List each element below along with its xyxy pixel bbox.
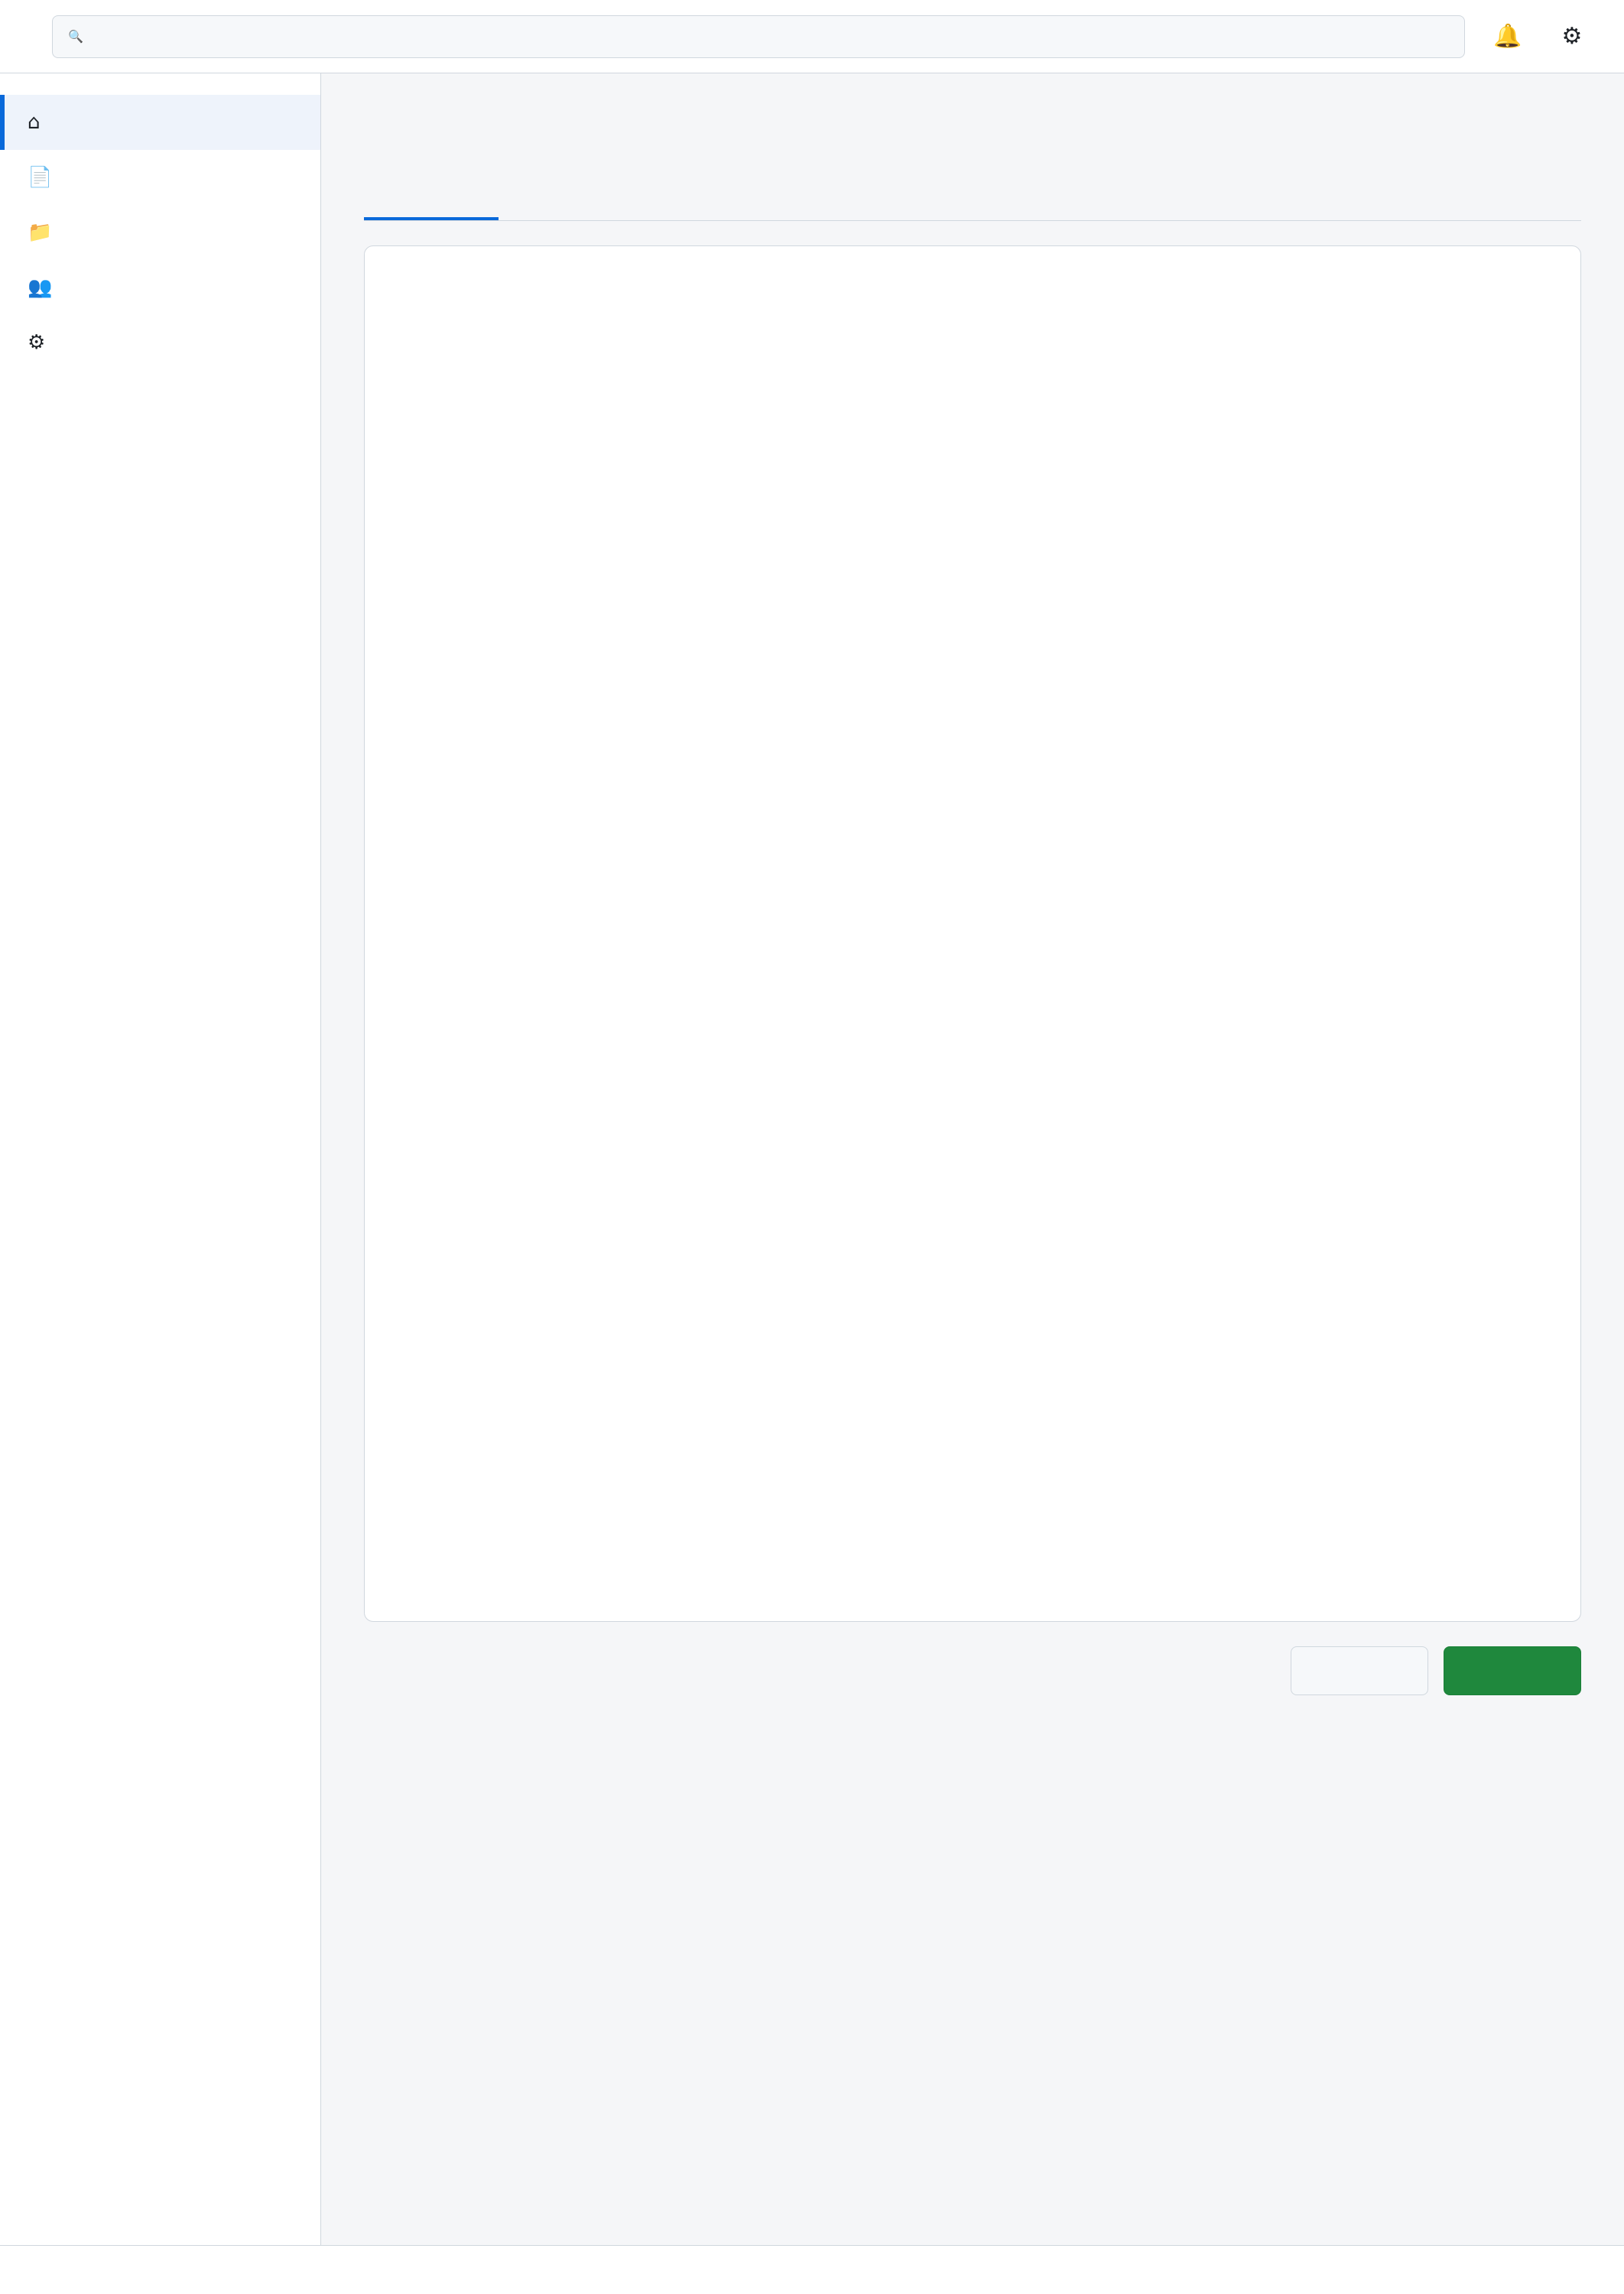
settings-icon: ⚙: [28, 331, 46, 354]
tab-1[interactable]: [364, 165, 499, 220]
content-row: [0, 73, 1624, 2245]
main-panel: [321, 73, 1624, 2245]
status-bar: [0, 2245, 1624, 2294]
search-box[interactable]: [52, 15, 1465, 58]
top-bar: [0, 0, 1624, 73]
sidebar-item-1[interactable]: [0, 95, 320, 150]
sidebar-item-5[interactable]: [0, 315, 320, 370]
content-card: [364, 245, 1581, 1622]
content-line: [389, 303, 1556, 335]
users-icon: 👥: [28, 276, 53, 299]
tab-bar: [364, 165, 1581, 221]
action-bar: [364, 1646, 1581, 1695]
sidebar-item-4[interactable]: [0, 260, 320, 315]
secondary-button[interactable]: [1291, 1646, 1428, 1695]
tab-2[interactable]: [505, 165, 639, 220]
content-line: [389, 271, 1556, 303]
page-title: [364, 104, 1581, 144]
gear-icon[interactable]: ⚙: [1561, 23, 1583, 50]
content-line: [389, 399, 1556, 431]
document-icon: 📄: [28, 166, 53, 189]
content-line: [389, 335, 1556, 367]
content-line: [389, 367, 1556, 399]
sidebar-item-3[interactable]: [0, 205, 320, 260]
search-input[interactable]: [94, 24, 1449, 49]
home-icon: ⌂: [28, 111, 41, 134]
primary-button[interactable]: [1444, 1646, 1581, 1695]
sidebar: [0, 73, 321, 2245]
folder-icon: 📁: [28, 221, 53, 244]
sidebar-item-2[interactable]: [0, 150, 320, 205]
notifications-icon[interactable]: 🔔: [1493, 23, 1522, 50]
tab-3[interactable]: [645, 165, 780, 220]
search-icon: 🔍: [68, 29, 83, 44]
